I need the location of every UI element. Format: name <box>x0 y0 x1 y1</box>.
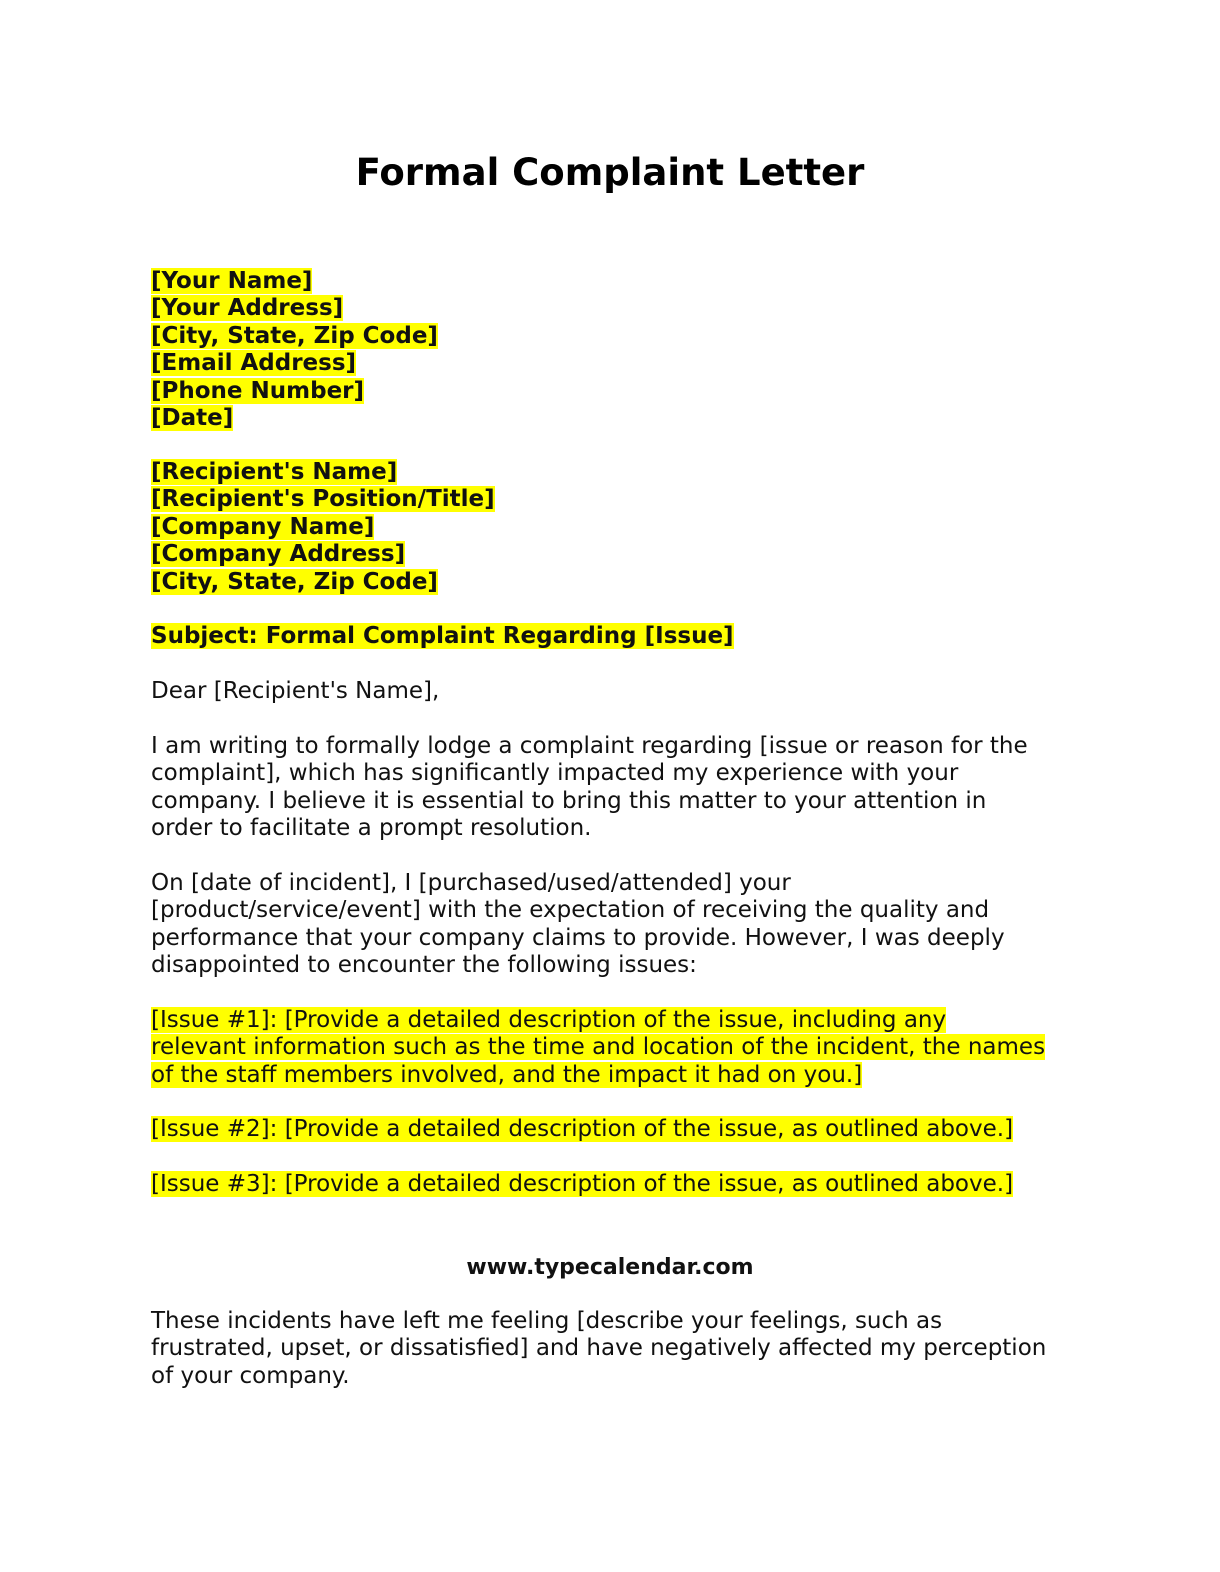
paragraph-intro <box>151 733 1081 843</box>
subject-block <box>151 623 1081 650</box>
page-title: Formal Complaint Letter <box>355 151 865 194</box>
recipient-name: [Recipient's Name] <box>151 459 398 485</box>
sender-email: [Email Address] <box>151 350 357 377</box>
recipient-position: [Recipient's Position/Title] <box>151 486 495 513</box>
sender-address: [Your Address] <box>151 295 344 322</box>
recipient-company: [Company Name] <box>151 513 375 540</box>
paragraph-line: disappointed to encounter the following issues: <box>151 952 697 979</box>
salutation: Dear [Recipient's Name], <box>151 678 440 704</box>
paragraph-line: On [date of incident], I [purchased/used/attended] your <box>151 870 791 896</box>
paragraph-line: order to facilitate a prompt resolution. <box>151 815 592 842</box>
paragraph-line: frustrated, upset, or dissatisfied] and have negatively affected my perception <box>151 1335 1047 1362</box>
issue-2-line: [Issue #2]: [Provide a detailed description of the issue, as outlined above.] <box>151 1116 1014 1142</box>
paragraph-line: [product/service/event] with the expectation of receiving the quality and <box>151 897 990 924</box>
sender-block <box>151 268 1081 432</box>
issue-1-line: relevant information such as the time and location of the incident, the names <box>151 1034 1046 1061</box>
paragraph-incident <box>151 870 1081 980</box>
paragraph-feelings <box>151 1308 1081 1390</box>
paragraph-line: I am writing to formally lodge a complaint regarding [issue or reason for the <box>151 733 1028 759</box>
paragraph-line: company. I believe it is essential to bring this matter to your attention in <box>151 787 987 814</box>
letter-date: [Date] <box>151 405 234 432</box>
recipient-company-address: [Company Address] <box>151 541 406 568</box>
issue-1-line: [Issue #1]: [Provide a detailed description of the issue, including any <box>151 1007 947 1033</box>
issue-1-line: of the staff members involved, and the impact it had on you.] <box>151 1061 863 1088</box>
issue-3-block <box>151 1171 1081 1198</box>
paragraph-line: These incidents have left me feeling [describe your feelings, such as <box>151 1308 943 1334</box>
issue-2-block <box>151 1116 1081 1143</box>
sender-phone: [Phone Number] <box>151 377 365 404</box>
sender-city-state-zip: [City, State, Zip Code] <box>151 322 438 349</box>
recipient-block <box>151 459 1081 596</box>
paragraph-line: complaint], which has significantly impacted my experience with your <box>151 760 959 787</box>
paragraph-line: performance that your company claims to provide. However, I was deeply <box>151 924 1005 951</box>
issue-1-block <box>151 1007 1081 1089</box>
website-watermark: www.typecalendar.com <box>466 1255 754 1280</box>
paragraph-line: of your company. <box>151 1362 350 1389</box>
issue-3-line: [Issue #3]: [Provide a detailed description of the issue, as outlined above.] <box>151 1171 1014 1197</box>
sender-name: [Your Name] <box>151 268 313 294</box>
recipient-city-state-zip: [City, State, Zip Code] <box>151 568 438 595</box>
salutation-block <box>151 678 1081 705</box>
subject-line: Subject: Formal Complaint Regarding [Issue] <box>151 623 734 649</box>
